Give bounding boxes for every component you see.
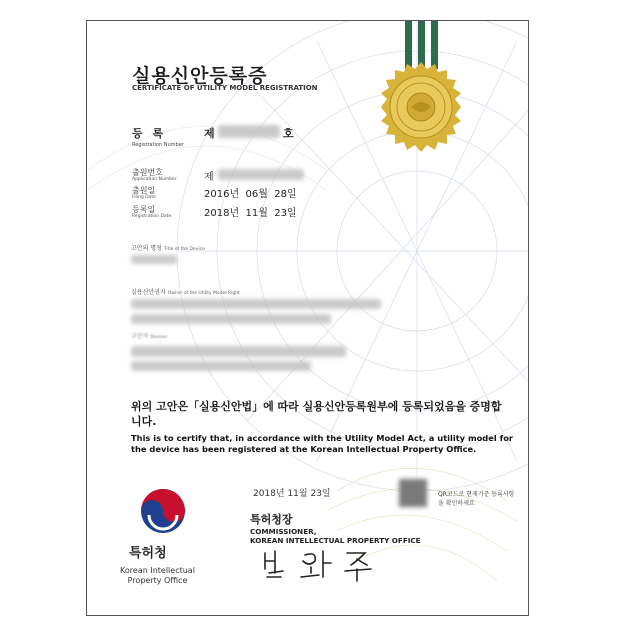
- certificate-page: [86, 20, 529, 616]
- registration-label: 등 록: [132, 127, 167, 140]
- commissioner-signature: [257, 543, 387, 585]
- deviser-redacted-line: [131, 361, 311, 371]
- qr-note: QR코드로 현재기준 등록사항을 확인하세요: [438, 491, 515, 507]
- owner-redacted-line: [131, 299, 381, 309]
- certification-statement-ko: 위의 고안은「실용신안법」에 따라 실용신안등록원부에 등록되었음을 증명합니다.: [131, 400, 502, 428]
- office-name-ko: 특허청: [129, 546, 167, 561]
- device-title-label-ko: 고안의 명칭: [131, 245, 162, 252]
- application-prefix: 제: [204, 172, 214, 183]
- filing-date-value: 2016년 06월 28일: [204, 189, 297, 200]
- registration-date-label: 등록일: [132, 205, 156, 214]
- commissioner-title-en: COMMISSIONER, KOREAN INTELLECTUAL PROPERTY OFFICE: [250, 527, 421, 545]
- owner-redacted-line: [131, 314, 331, 324]
- certificate-title: 실용신안등록증: [132, 65, 268, 87]
- device-title-label: [131, 243, 205, 252]
- office-name-en: Korean Intellectual Property Office: [120, 566, 195, 585]
- kipo-taegeuk-logo-icon: [137, 485, 189, 537]
- deviser-redacted-line: [131, 346, 346, 357]
- device-title-redacted: [131, 255, 177, 264]
- issue-date: 2018년 11월 23일: [253, 489, 331, 499]
- device-title-label-en: Title of the Device: [163, 247, 205, 252]
- gold-seal-icon: [375, 61, 467, 153]
- application-label: 출원번호: [132, 168, 163, 177]
- commissioner-title: 특허청장: [250, 513, 293, 526]
- application-number-redacted: [218, 169, 304, 180]
- registration-date-label-en: Registration Date: [132, 214, 172, 219]
- application-label-en: Application Number: [132, 177, 177, 182]
- deviser-label-en: Deviser: [150, 335, 168, 340]
- registration-number-redacted: [218, 125, 280, 138]
- owner-label-en: Owner of the Utility Model Right: [167, 291, 240, 296]
- filing-date-label-en: Filing Date: [132, 195, 156, 200]
- certificate-subtitle: CERTIFICATE OF UTILITY MODEL REGISTRATION: [132, 84, 318, 92]
- registration-suffix: 호: [283, 127, 294, 140]
- deviser-label: [131, 331, 167, 340]
- filing-date-label: 출원일: [132, 186, 156, 195]
- owner-label-ko: 실용신안권자: [131, 289, 166, 296]
- registration-date-value: 2018년 11월 23일: [204, 208, 297, 219]
- deviser-label-ko: 고안자: [131, 333, 149, 340]
- registration-label-en: Registration Number: [132, 142, 184, 148]
- registration-prefix: 제: [204, 127, 215, 140]
- owner-label: [131, 287, 240, 296]
- qr-code-icon: [399, 479, 427, 507]
- certification-statement-en: This is to certify that, in accordance with the Utility Model Act, a utility model for the device has been registered at the Korean Intellectual Property Office.: [131, 433, 513, 454]
